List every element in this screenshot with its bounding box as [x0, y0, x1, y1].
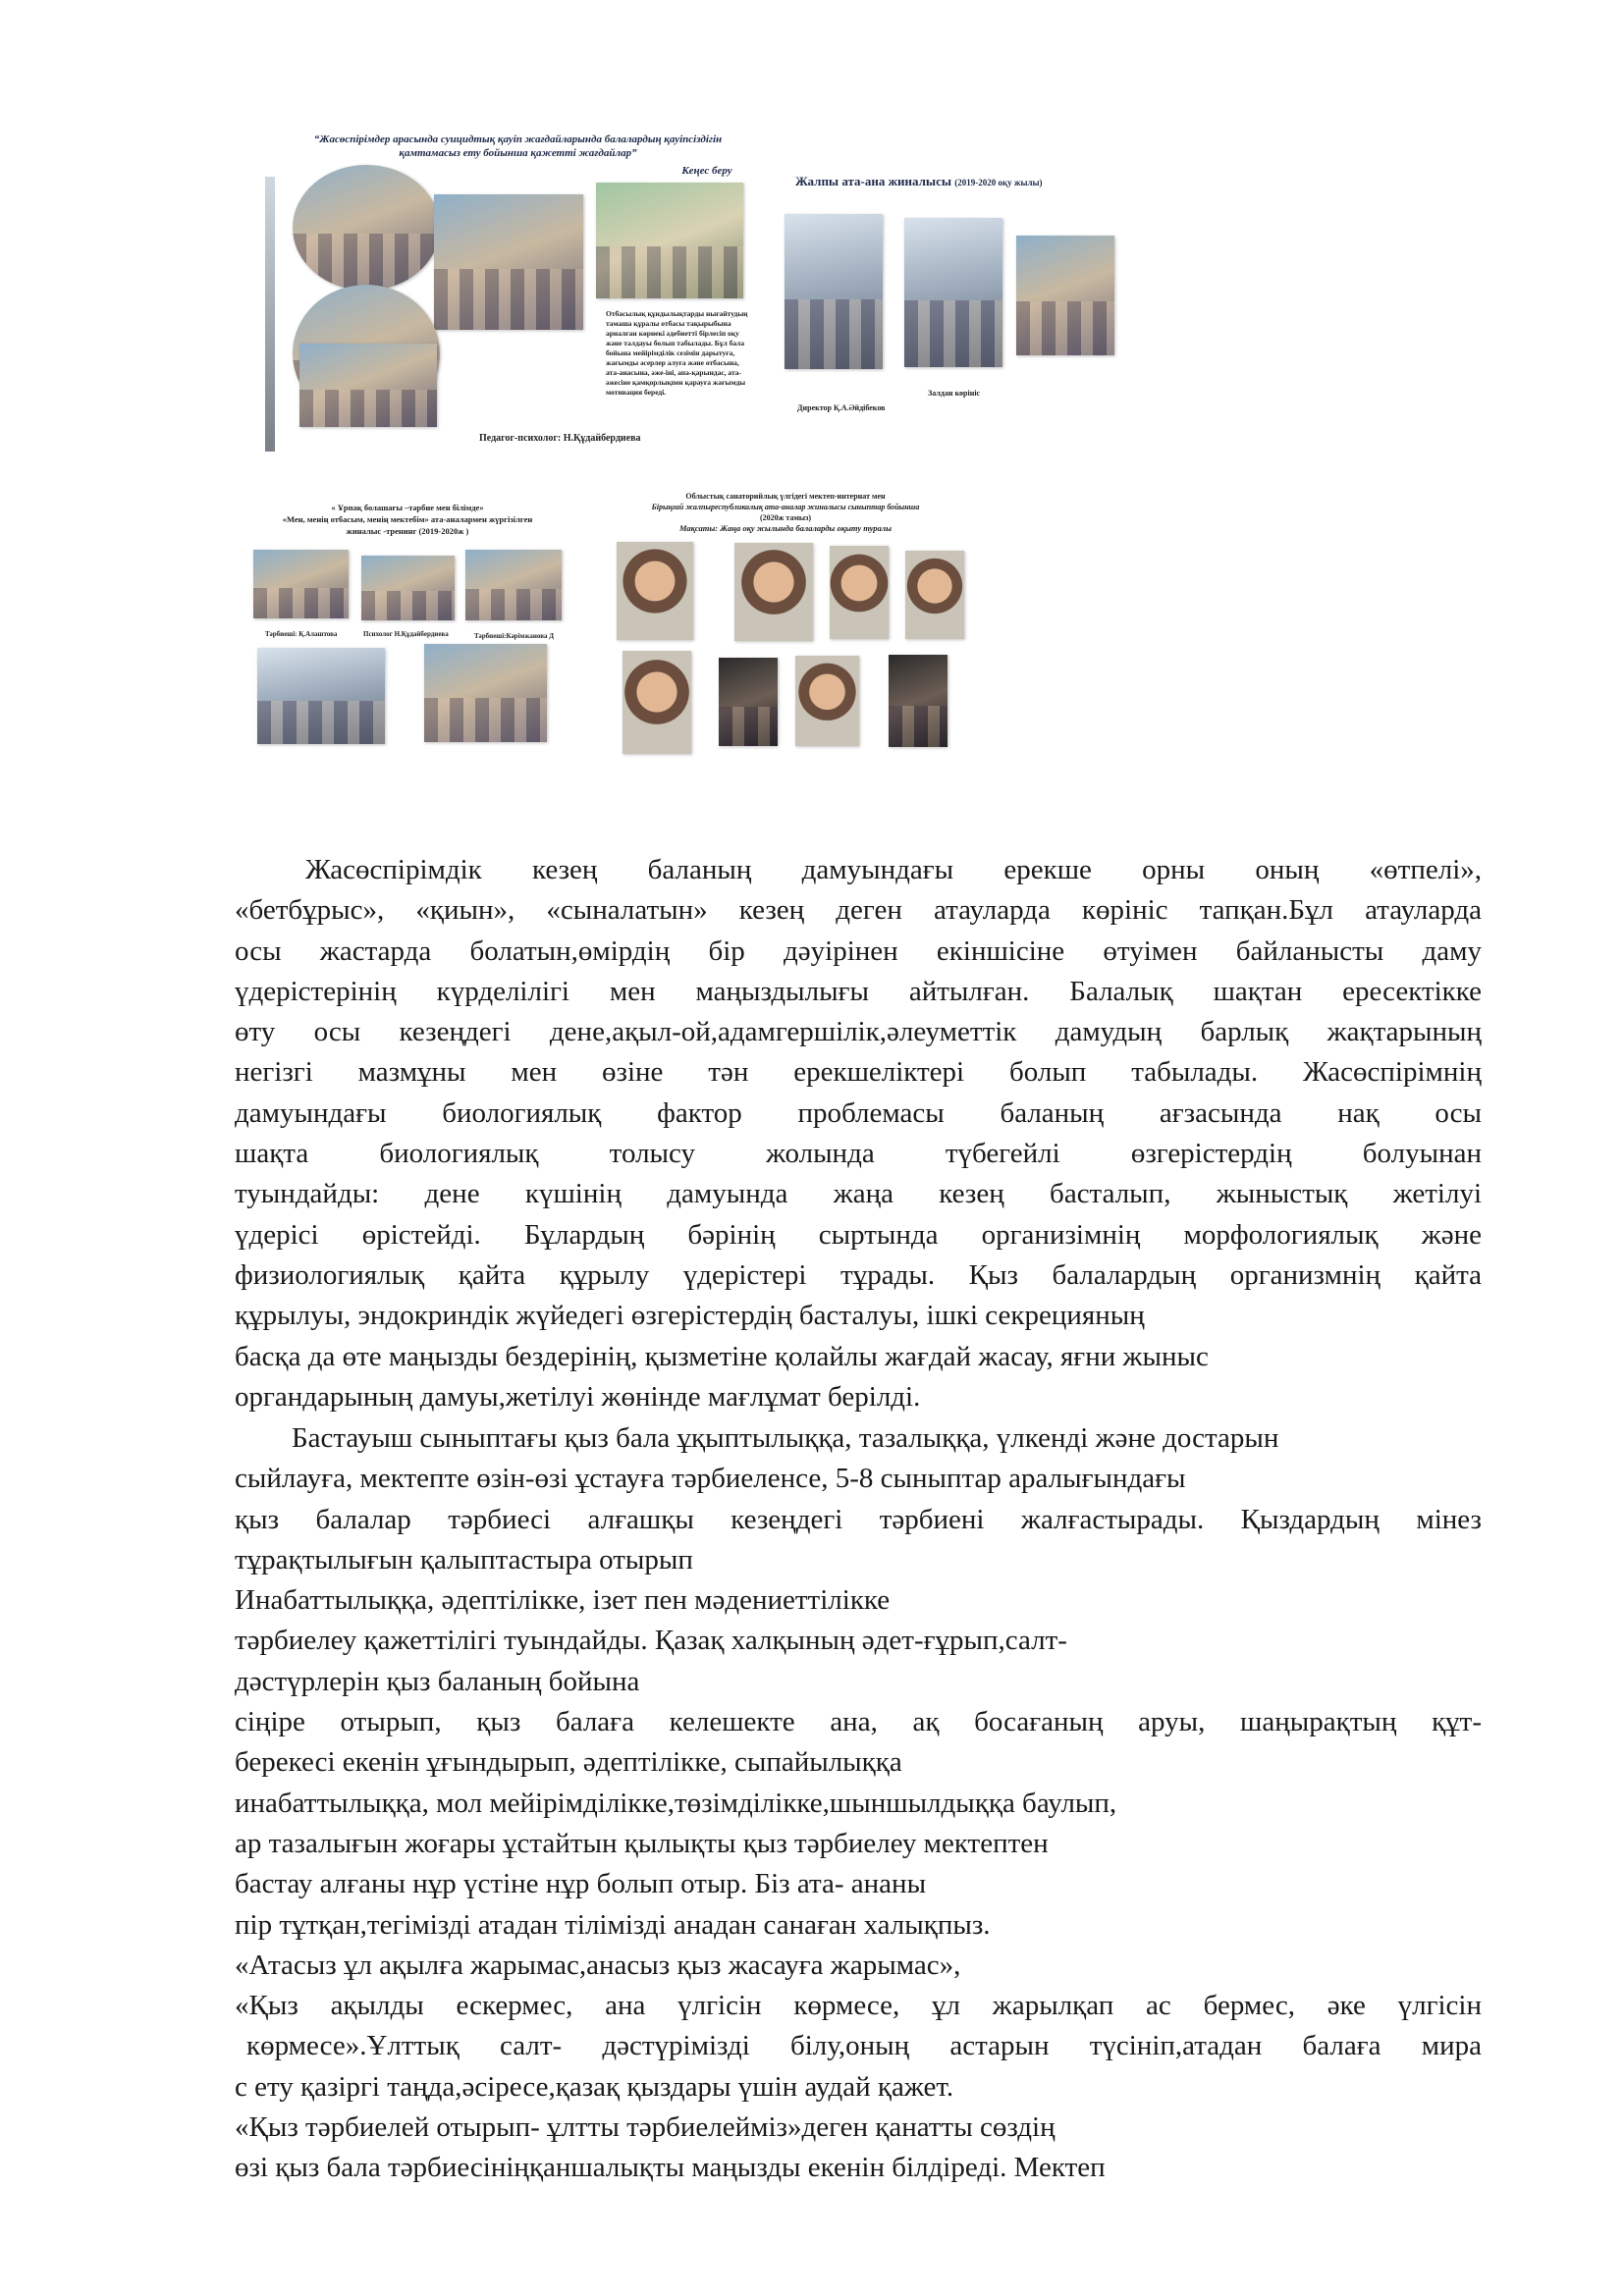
poster3-title-line2: «Мен, менің отбасым, менің мектебім» ата-аналармен жүргізілген: [282, 514, 533, 524]
text-line: тәрбиелеу қажеттілігі туындайды. Қазақ халқының әдет-ғұрып,салт-: [235, 1625, 1067, 1657]
text-line: өзі қыз бала тәрбиесініңқаншалықты маңызды екенін білдіреді. Мектеп: [235, 2152, 1106, 2184]
poster1-title: “Жасөспірімдер арасында суицидтық қауіп жағдайларында балалардың қауіпсіздігін қамтамасыз ету бойынша қажетті жағдайлар”: [313, 133, 723, 159]
text-line: осы жастарда болатын,өмірдің бір дәуірінен екіншісіне өтуімен байланысты даму: [235, 934, 1482, 967]
text-line: Бастауыш сыныптағы қыз бала ұқыптылыққа, тазалыққа, үлкенді және достарын: [292, 1422, 1279, 1454]
text-line: сіңіре отырып, қыз балаға келешекте ана, ақ босағаның аруы, шаңырақтың құт-: [235, 1706, 1482, 1738]
text-line: «Қыз тәрбиелей отырып- ұлтты тәрбиелейміз»деген қанатты сөздің: [235, 2111, 1056, 2144]
poster1-photo-classroom: [299, 344, 437, 427]
poster3-caption-3: Тәрбиеші:Кәрімжанова Д: [474, 632, 555, 640]
text-line: құрылуы, эндокриндік жүйедегі өзгерістердің басталуы, ішкі секрецияның: [235, 1300, 1145, 1332]
text-line: «Қыз ақылды ескермес, ана үлгісін көрмесе, ұл жарылқап ас бермес, әке үлгісін: [235, 1990, 1482, 2022]
text-line: «бетбұрыс», «қиын», «сыналатын» кезең деген атауларда көрініс тапқан.Бұл атауларда: [235, 894, 1482, 927]
poster3-title-line3: жиналыс -тренинг (2019-2020ж ): [346, 526, 469, 536]
text-line: физиологиялық қайта құрылу үдерістері тұрады. Қыз балалардың организмнің қайта: [235, 1258, 1482, 1291]
poster2-title-text: Жалпы ата-ана жиналысы: [795, 174, 951, 188]
poster4-video-7: [795, 656, 859, 746]
poster4-video-1: [617, 542, 693, 640]
poster4-title-line3: (2020ж тамыз): [759, 513, 812, 522]
poster2-caption-right: Залдан көрініс: [928, 389, 981, 398]
poster1-subtitle: Кеңес беру: [681, 165, 732, 177]
poster4-title-line1: Облыстық санаторийлық үлгідегі мектеп-интернат мен: [685, 492, 886, 501]
text-line: пір тұтқан,тегімізді атадан тілімізді анадан санаған халықпыз.: [235, 1908, 991, 1941]
poster4-video-6: [719, 658, 778, 746]
poster3-caption-1: Тәрбиеші: Қ.Алаштова: [265, 630, 338, 638]
poster3-caption-2: Психолог Н.Құдайбердиева: [363, 630, 449, 638]
poster2-year: (2019-2020 оқу жылы): [954, 178, 1043, 187]
poster2-photo-2: [904, 218, 1002, 367]
text-line: көрмесе».Ұлттық салт- дәстүрімізді білу,оның астарын түсініп,атадан балаға мира: [246, 2030, 1482, 2062]
text-line: инабаттылыққа, мол мейірімділікке,төзімділікке,шыншылдыққа баулып,: [235, 1787, 1117, 1819]
poster3-title-line1: « Ұрпақ болашағы –тәрбие мен білімде»: [331, 503, 484, 512]
poster3-photo-5: [424, 644, 547, 742]
poster4-title-line4: Мақсаты: Жаңа оқу жылында балаларды оқыту туралы: [678, 523, 893, 533]
paragraph-1: [235, 850, 1482, 1417]
text-line: дамуындағы биологиялық фактор проблемасы баланың ағзасында нақ осы: [235, 1096, 1482, 1129]
poster4-video-5: [623, 651, 691, 754]
text-line: қыз балалар тәрбиесі алғашқы кезеңдегі тәрбиені жалғастырады. Қыздардың мінез: [235, 1503, 1482, 1535]
poster2-photo-1: [785, 214, 883, 369]
text-line: бастау алғаны нұр үстіне нұр болып отыр. Біз ата- ананы: [235, 1868, 927, 1900]
text-line: сыйлауға, мектепте өзін-өзі ұстауға тәрбиеленсе, 5-8 сыныптар аралығындағы: [235, 1463, 1186, 1495]
text-line: негізгі мазмұны мен өзіне тән ерекшеліктері болып табылады. Жасөспірімнің: [235, 1056, 1482, 1089]
text-line: туындайды: дене күшінің дамуында жаңа кезең басталып, жыныстық жетілуі: [235, 1178, 1482, 1210]
poster1-body: Отбасылық құндылықтарды нығайтудың тамаша құралы отбасы тақырыбына арналған көрнекі әдебиетті бірлесіп оқу және талдауы болып табылады. Бұл бала бойына мейірімділік сезімін дарытуға, жағымды әсерлер алуға және отбасына, ата-анасына, әже-іні, апа-қарындас, ата-әжесіне қамқорлықпен қарауға жағымды мотивация береді.: [606, 309, 748, 397]
text-line: өту осы кезеңдегі дене,ақыл-ой,адамгершілік,әлеуметтік дамудың барлық жақтарының: [235, 1016, 1482, 1048]
text-line: басқа да өте маңызды бездерінің, қызметіне қолайлы жағдай жасау, яғни жыныс: [235, 1340, 1209, 1372]
poster1-photo-audience: [434, 194, 583, 330]
poster2-caption-left: Директор Қ.А.Әйдібеков: [797, 403, 886, 412]
poster1-footer: Педагог-психолог: Н.Құдайбердиева: [479, 433, 641, 444]
poster3-photo-2: [361, 556, 455, 620]
text-line: шақта биологиялық толысу жолында түбегейлі өзгерістердің болуынан: [235, 1138, 1482, 1170]
text-line: органдарының дамуы,жетілуі жөнінде мағлұмат берілді.: [235, 1380, 921, 1413]
text-line: «Атасыз ұл ақылға жарымас,анасыз қыз жасауға жарымас»,: [235, 1949, 961, 1981]
poster1-edge-strip: [265, 177, 275, 452]
text-line: берекесі екенін ұғындырып, әдептілікке, сыпайылыққа: [235, 1746, 902, 1779]
text-line: үдерісі өрістейді. Бұлардың бәрінің сыртында организімнің морфологиялық және: [235, 1218, 1482, 1251]
text-line: с ету қазіргі таңда,әсіресе,қазақ қыздары үшін аудай қажет.: [235, 2070, 954, 2103]
text-line: тұрақтылығын қалыптастыра отырып: [235, 1543, 693, 1575]
poster2-photo-3: [1016, 236, 1114, 355]
poster3-photo-1: [253, 550, 349, 618]
poster4-title-line2: Бірыңғай жалпыреспубликалық ата-аналар жиналысы сыныптар бойынша: [651, 503, 920, 511]
text-line: үдерістерінің күрделілігі мен маңыздылығы айтылған. Балалық шақтан ересектікке: [235, 975, 1482, 1007]
poster4-video-3: [830, 546, 889, 639]
poster2-title: [795, 174, 1110, 190]
text-line: дәстүрлерін қыз баланың бойына: [235, 1665, 640, 1697]
poster3-photo-3: [465, 550, 562, 620]
text-line: ар тазалығын жоғары ұстайтын қылықты қыз тәрбиелеу мектептен: [235, 1827, 1049, 1859]
poster4-video-4: [905, 551, 964, 639]
text-line: Инабаттылыққа, әдептілікке, ізет пен мәдениеттілікке: [235, 1584, 891, 1617]
paragraph-2: [235, 1418, 1482, 2189]
text-line: Жасөспірімдік кезең баланың дамуындағы ерекше орны оның «өтпелі»,: [305, 854, 1482, 885]
poster1-photo-speaker: [293, 165, 440, 291]
poster3-photo-4: [257, 648, 385, 744]
poster4-video-2: [734, 543, 813, 641]
poster4-video-8: [889, 655, 947, 747]
poster1-photo-family-illustration: [596, 183, 743, 298]
